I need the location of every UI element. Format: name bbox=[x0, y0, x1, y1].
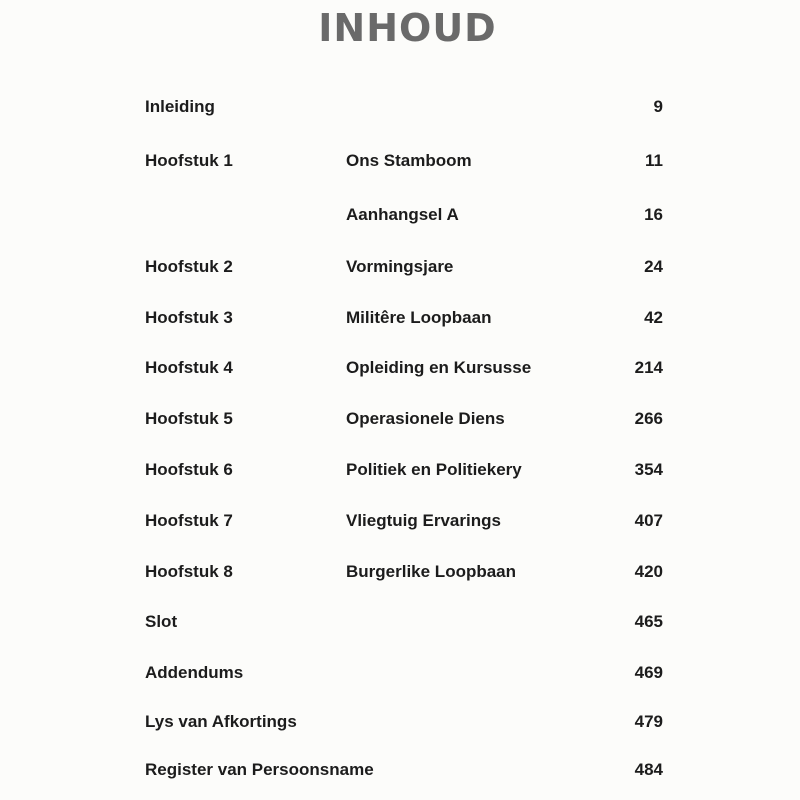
entry-page-number: 469 bbox=[634, 663, 663, 682]
entry-page-number: 266 bbox=[634, 409, 663, 428]
entry-page-number: 484 bbox=[634, 760, 663, 779]
entry-page-number: 16 bbox=[644, 205, 663, 224]
entry-label: Slot bbox=[145, 612, 178, 631]
entry-label: Hoofstuk 1 bbox=[145, 151, 233, 170]
entry-page-number: 11 bbox=[645, 151, 663, 170]
toc-entry-hoofstuk-2 bbox=[0, 254, 800, 280]
entry-page-number: 354 bbox=[634, 460, 663, 479]
toc-entry-register-van-persoonsname bbox=[0, 757, 800, 783]
entry-title: Politiek en Politiekery bbox=[346, 460, 522, 479]
toc-entry-hoofstuk-8 bbox=[0, 559, 800, 585]
entry-page-number: 479 bbox=[634, 712, 663, 731]
entry-page-number: 42 bbox=[644, 308, 663, 327]
toc-entry-hoofstuk-7 bbox=[0, 508, 800, 534]
entry-page-number: 407 bbox=[634, 511, 663, 530]
entry-title: Opleiding en Kursusse bbox=[346, 358, 532, 377]
entry-label: Lys van Afkortings bbox=[145, 712, 297, 731]
toc-entry-aanhangsel-a bbox=[0, 202, 800, 228]
entry-label: Hoofstuk 5 bbox=[145, 409, 233, 428]
entry-title: Operasionele Diens bbox=[346, 409, 505, 428]
entry-page-number: 420 bbox=[634, 562, 663, 581]
toc-entry-slot bbox=[0, 609, 800, 635]
entry-label: Hoofstuk 8 bbox=[145, 562, 233, 581]
entry-label: Addendums bbox=[145, 663, 244, 682]
toc-entry-inleiding bbox=[0, 94, 800, 120]
page-title: INHOUD bbox=[318, 6, 497, 50]
entry-title: Burgerlike Loopbaan bbox=[346, 562, 517, 581]
entry-label: Inleiding bbox=[145, 97, 215, 116]
entry-label: Hoofstuk 6 bbox=[145, 460, 233, 479]
entry-page-number: 24 bbox=[644, 257, 663, 276]
entry-title: Militêre Loopbaan bbox=[346, 308, 492, 327]
entry-label: Register van Persoonsname bbox=[145, 760, 374, 779]
toc-entry-hoofstuk-4 bbox=[0, 355, 800, 381]
entry-label: Hoofstuk 3 bbox=[145, 308, 233, 327]
toc-entry-hoofstuk-6 bbox=[0, 457, 800, 483]
entry-page-number: 465 bbox=[634, 612, 663, 631]
entry-title: Aanhangsel A bbox=[346, 205, 459, 224]
entry-title: Vormingsjare bbox=[346, 257, 454, 276]
toc-entry-hoofstuk-5 bbox=[0, 406, 800, 432]
entry-title: Vliegtuig Ervarings bbox=[346, 511, 501, 530]
entry-page-number: 9 bbox=[653, 97, 663, 116]
entry-title: Ons Stamboom bbox=[346, 151, 472, 170]
toc-entry-hoofstuk-3 bbox=[0, 305, 800, 331]
toc-entry-addendums bbox=[0, 660, 800, 686]
entry-page-number: 214 bbox=[634, 358, 663, 377]
entry-label: Hoofstuk 2 bbox=[145, 257, 233, 276]
toc-entry-lys-van-afkortings bbox=[0, 709, 800, 735]
toc-entry-hoofstuk-1 bbox=[0, 148, 800, 174]
entry-label: Hoofstuk 7 bbox=[145, 511, 233, 530]
entry-label: Hoofstuk 4 bbox=[145, 358, 233, 377]
